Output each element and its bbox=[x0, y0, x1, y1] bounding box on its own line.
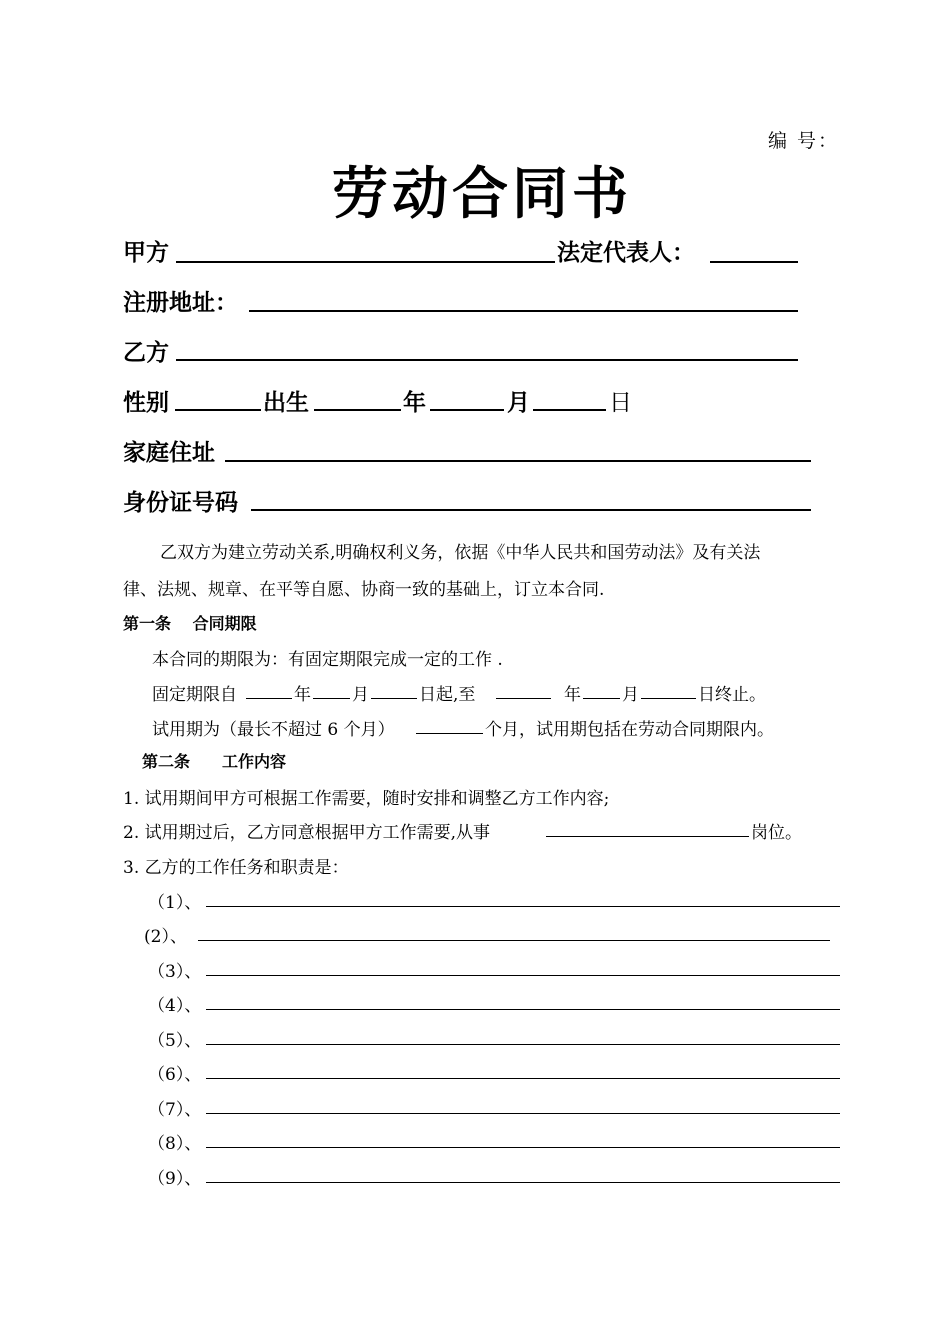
position-field[interactable] bbox=[546, 836, 749, 837]
duty-item-3: 3. 乙方的工作任务和职责是： bbox=[123, 858, 349, 878]
day-label: 日 bbox=[609, 390, 632, 416]
party-a-label: 甲方 bbox=[123, 240, 169, 266]
fixed-end-day-field[interactable] bbox=[641, 698, 696, 699]
article-1-heading: 第一条 合同期限 bbox=[123, 614, 257, 633]
probation-suffix: 个月，试用期包括在劳动合同期限内。 bbox=[485, 720, 774, 740]
document-number-label: 编 号： bbox=[768, 130, 840, 152]
fixed-from-label: 日起,至 bbox=[419, 685, 476, 705]
fixed-year-label: 年 bbox=[294, 685, 311, 705]
duty-item-1: 1. 试用期间甲方可根据工作需要，随时安排和调整乙方工作内容; bbox=[123, 789, 610, 809]
party-a-field[interactable] bbox=[176, 261, 555, 263]
reg-address-field[interactable] bbox=[249, 310, 798, 312]
fixed-end-label: 日终止。 bbox=[698, 685, 766, 705]
term-line: 本合同的期限为：有固定期限完成一定的工作 . bbox=[152, 650, 503, 670]
birth-year-field[interactable] bbox=[314, 409, 401, 411]
fixed-start-year-field[interactable] bbox=[246, 698, 292, 699]
duty-line-label: (2）、 bbox=[144, 927, 187, 947]
duty-line-label: （3）、 bbox=[148, 962, 202, 982]
id-number-field[interactable] bbox=[251, 509, 811, 511]
gender-field[interactable] bbox=[175, 409, 261, 411]
year-label: 年 bbox=[403, 390, 426, 416]
intro-line-1: 乙双方为建立劳动关系,明确权利义务，依据《中华人民共和国劳动法》及有关法 bbox=[160, 543, 761, 563]
duty-line-field[interactable] bbox=[198, 940, 830, 941]
duty-line-field[interactable] bbox=[206, 1147, 840, 1148]
legal-rep-label: 法定代表人： bbox=[557, 240, 695, 266]
fixed-end-month-field[interactable] bbox=[583, 698, 620, 699]
duty-line-label: （8）、 bbox=[148, 1134, 202, 1154]
duty-item-2-prefix: 2. 试用期过后，乙方同意根据甲方工作需要,从事 bbox=[123, 823, 491, 843]
duty-line-label: （4）、 bbox=[148, 996, 202, 1016]
document-title: 劳动合同书 bbox=[332, 162, 632, 227]
gender-label: 性别 bbox=[123, 390, 169, 416]
duty-item-2-suffix: 岗位。 bbox=[751, 823, 802, 843]
legal-rep-field[interactable] bbox=[710, 261, 798, 263]
duty-line-label: （7）、 bbox=[148, 1100, 202, 1120]
fixed-end-year-field[interactable] bbox=[496, 698, 551, 699]
duty-line-field[interactable] bbox=[206, 1044, 840, 1045]
article-2-heading: 第二条 工作内容 bbox=[142, 752, 287, 771]
duty-line-label: （5）、 bbox=[148, 1031, 202, 1051]
fixed-start-month-field[interactable] bbox=[313, 698, 350, 699]
duty-line-field[interactable] bbox=[206, 1182, 840, 1183]
party-b-field[interactable] bbox=[176, 359, 798, 361]
reg-address-label: 注册地址： bbox=[123, 290, 238, 316]
duty-line-label: （1）、 bbox=[148, 893, 202, 913]
duty-line-field[interactable] bbox=[206, 1078, 840, 1079]
intro-line-2: 律、法规、规章、在平等自愿、协商一致的基础上，订立本合同. bbox=[123, 580, 605, 600]
birth-day-field[interactable] bbox=[533, 409, 606, 411]
fixed-start-day-field[interactable] bbox=[371, 698, 417, 699]
id-number-label: 身份证号码 bbox=[123, 490, 238, 516]
fixed-term-prefix: 固定期限自 bbox=[152, 685, 237, 705]
home-address-label: 家庭住址 bbox=[123, 440, 215, 466]
fixed-month-label: 月 bbox=[352, 685, 369, 705]
duty-line-label: （9）、 bbox=[148, 1169, 202, 1189]
probation-months-field[interactable] bbox=[416, 733, 483, 734]
duty-line-label: （6）、 bbox=[148, 1065, 202, 1085]
home-address-field[interactable] bbox=[225, 460, 811, 462]
fixed-month2-label: 月 bbox=[622, 685, 639, 705]
birth-label: 出生 bbox=[263, 390, 309, 416]
party-b-label: 乙方 bbox=[123, 340, 169, 366]
fixed-year2-label: 年 bbox=[564, 685, 581, 705]
duty-line-field[interactable] bbox=[206, 1009, 840, 1010]
month-label: 月 bbox=[507, 390, 530, 416]
probation-prefix: 试用期为（最长不超过 6 个月） bbox=[152, 720, 395, 740]
duty-line-field[interactable] bbox=[206, 975, 840, 976]
duty-line-field[interactable] bbox=[206, 906, 840, 907]
duty-line-field[interactable] bbox=[206, 1113, 840, 1114]
birth-month-field[interactable] bbox=[430, 409, 504, 411]
